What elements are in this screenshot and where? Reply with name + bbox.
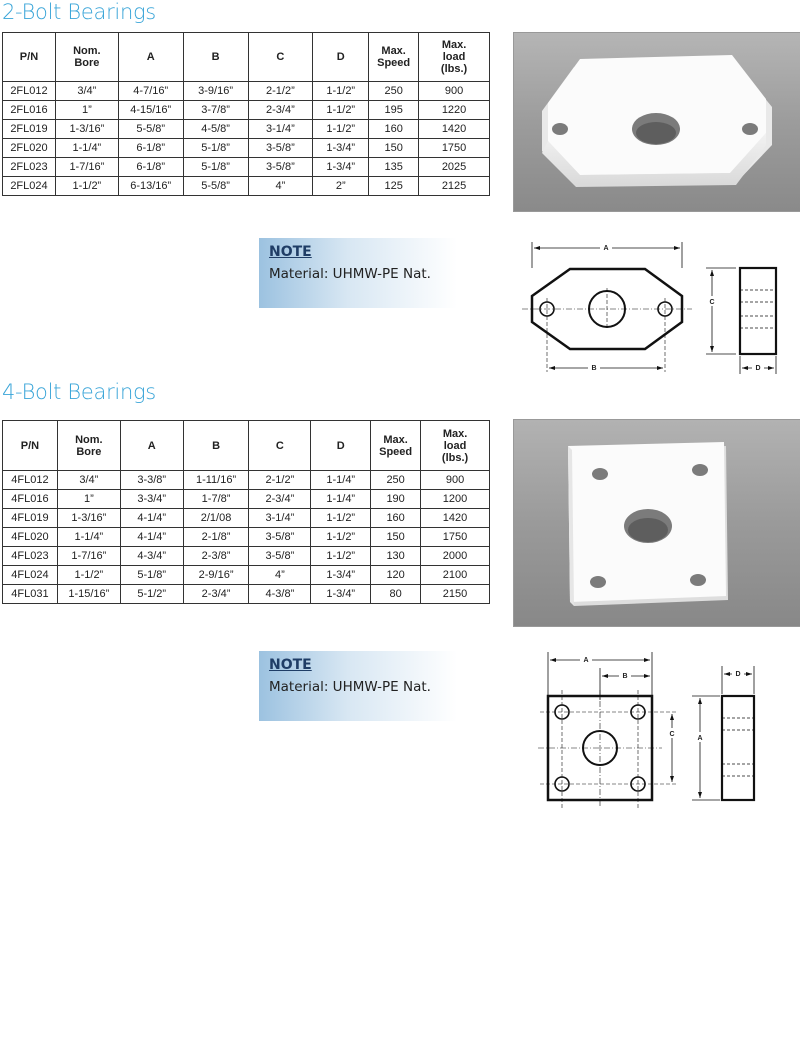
table-cell: 5-1/2” bbox=[120, 585, 183, 604]
table-row bbox=[3, 177, 490, 196]
table-row bbox=[3, 509, 490, 528]
product-photo-2-bolt bbox=[513, 32, 800, 212]
table-cell: 1-1/2” bbox=[313, 120, 369, 139]
spec-table-4-bolt bbox=[2, 420, 490, 604]
table-cell: 1200 bbox=[421, 490, 490, 509]
table-cell: 4-1/4” bbox=[120, 509, 183, 528]
table-cell: 1-3/16” bbox=[57, 509, 120, 528]
table-cell: 4-1/4” bbox=[120, 528, 183, 547]
table-header-row bbox=[3, 33, 490, 82]
dimension-label-b: B bbox=[622, 673, 628, 680]
table-row bbox=[3, 158, 490, 177]
section-title-2-bolt: 2-Bolt Bearings bbox=[2, 0, 156, 24]
table-cell: 2-3/4” bbox=[183, 585, 249, 604]
table-cell: 1-3/4” bbox=[311, 585, 371, 604]
table-cell: 1-7/16” bbox=[55, 158, 118, 177]
table-cell: 2FL019 bbox=[3, 120, 56, 139]
table-cell: 6-1/8” bbox=[118, 158, 183, 177]
column-header: B bbox=[183, 421, 249, 471]
table-cell: 1-3/4” bbox=[313, 139, 369, 158]
table-cell: 1” bbox=[57, 490, 120, 509]
column-header: B bbox=[183, 33, 248, 82]
table-cell: 4-3/4” bbox=[120, 547, 183, 566]
table-cell: 2025 bbox=[419, 158, 490, 177]
table-cell: 1-1/2” bbox=[55, 177, 118, 196]
table-cell: 1420 bbox=[421, 509, 490, 528]
table-cell: 4FL031 bbox=[3, 585, 58, 604]
table-cell: 3-9/16” bbox=[183, 82, 248, 101]
table-cell: 2FL020 bbox=[3, 139, 56, 158]
column-header: D bbox=[313, 33, 369, 82]
table-cell: 4-3/8” bbox=[249, 585, 311, 604]
table-cell: 4-15/16” bbox=[118, 101, 183, 120]
dimension-label-d: D bbox=[755, 365, 761, 372]
table-cell: 1750 bbox=[419, 139, 490, 158]
table-cell: 1-1/2” bbox=[311, 509, 371, 528]
table-cell: 3-1/4” bbox=[249, 509, 311, 528]
column-header: P/N bbox=[3, 421, 58, 471]
column-header: Max. load (lbs.) bbox=[419, 33, 490, 82]
table-row bbox=[3, 528, 490, 547]
table-cell: 4FL023 bbox=[3, 547, 58, 566]
table-cell: 4” bbox=[248, 177, 313, 196]
table-cell: 2-3/4” bbox=[249, 490, 311, 509]
table-cell: 3/4” bbox=[55, 82, 118, 101]
table-cell: 135 bbox=[369, 158, 419, 177]
table-cell: 2FL023 bbox=[3, 158, 56, 177]
table-row bbox=[3, 490, 490, 509]
table-cell: 3-1/4” bbox=[248, 120, 313, 139]
note-text: Material: UHMW-PE Nat. bbox=[269, 266, 431, 282]
table-cell: 2000 bbox=[421, 547, 490, 566]
table-cell: 3-5/8” bbox=[248, 158, 313, 177]
table-cell: 2-1/2” bbox=[248, 82, 313, 101]
table-cell: 5-5/8” bbox=[118, 120, 183, 139]
table-cell: 2-1/2” bbox=[249, 471, 311, 490]
table-cell: 250 bbox=[369, 82, 419, 101]
table-cell: 1-1/2” bbox=[311, 547, 371, 566]
table-cell: 3-5/8” bbox=[248, 139, 313, 158]
table-cell: 80 bbox=[371, 585, 421, 604]
table-cell: 250 bbox=[371, 471, 421, 490]
table-cell: 1-3/16” bbox=[55, 120, 118, 139]
table-row bbox=[3, 139, 490, 158]
column-header: Max. load (lbs.) bbox=[421, 421, 490, 471]
table-row bbox=[3, 101, 490, 120]
table-cell: 3-3/8” bbox=[120, 471, 183, 490]
table-cell: 2FL012 bbox=[3, 82, 56, 101]
table-cell: 4FL016 bbox=[3, 490, 58, 509]
table-cell: 3-3/4” bbox=[120, 490, 183, 509]
column-header: Nom. Bore bbox=[55, 33, 118, 82]
table-cell: 4-5/8” bbox=[183, 120, 248, 139]
table-cell: 2-9/16” bbox=[183, 566, 249, 585]
table-cell: 160 bbox=[371, 509, 421, 528]
table-cell: 1-7/16” bbox=[57, 547, 120, 566]
table-cell: 5-1/8” bbox=[183, 158, 248, 177]
table-cell: 1220 bbox=[419, 101, 490, 120]
table-cell: 150 bbox=[371, 528, 421, 547]
table-cell: 3/4” bbox=[57, 471, 120, 490]
table-cell: 4FL024 bbox=[3, 566, 58, 585]
table-cell: 2100 bbox=[421, 566, 490, 585]
column-header: P/N bbox=[3, 33, 56, 82]
dimension-label-c: C bbox=[709, 299, 715, 306]
table-cell: 3-5/8” bbox=[249, 547, 311, 566]
note-title: NOTE bbox=[269, 244, 312, 260]
table-cell: 1-1/2” bbox=[311, 528, 371, 547]
technical-drawing-4-bolt bbox=[536, 650, 772, 821]
table-cell: 1420 bbox=[419, 120, 490, 139]
table-cell: 195 bbox=[369, 101, 419, 120]
table-cell: 2-3/4” bbox=[248, 101, 313, 120]
table-cell: 2-3/8” bbox=[183, 547, 249, 566]
column-header: Nom. Bore bbox=[57, 421, 120, 471]
technical-drawing-2-bolt bbox=[520, 238, 790, 383]
table-cell: 6-1/8” bbox=[118, 139, 183, 158]
table-cell: 1-3/4” bbox=[313, 158, 369, 177]
table-cell: 6-13/16” bbox=[118, 177, 183, 196]
table-cell: 2FL016 bbox=[3, 101, 56, 120]
table-cell: 2” bbox=[313, 177, 369, 196]
dimension-label-a-side: A bbox=[697, 735, 703, 742]
table-cell: 3-7/8” bbox=[183, 101, 248, 120]
spec-table-2-bolt bbox=[2, 32, 490, 196]
dimension-label-c: C bbox=[669, 731, 675, 738]
column-header: D bbox=[311, 421, 371, 471]
dimension-label-b: B bbox=[591, 365, 597, 372]
table-cell: 1750 bbox=[421, 528, 490, 547]
column-header: C bbox=[249, 421, 311, 471]
table-cell: 1-1/4” bbox=[57, 528, 120, 547]
column-header: Max. Speed bbox=[369, 33, 419, 82]
note-box-4-bolt bbox=[259, 651, 457, 721]
table-cell: 4-7/16” bbox=[118, 82, 183, 101]
table-cell: 5-1/8” bbox=[183, 139, 248, 158]
table-cell: 2-1/8” bbox=[183, 528, 249, 547]
table-cell: 1-1/2” bbox=[57, 566, 120, 585]
table-cell: 2150 bbox=[421, 585, 490, 604]
table-cell: 5-5/8” bbox=[183, 177, 248, 196]
table-cell: 150 bbox=[369, 139, 419, 158]
table-cell: 130 bbox=[371, 547, 421, 566]
table-cell: 4FL020 bbox=[3, 528, 58, 547]
table-row bbox=[3, 471, 490, 490]
table-cell: 1-1/4” bbox=[55, 139, 118, 158]
table-cell: 3-5/8” bbox=[249, 528, 311, 547]
table-cell: 1-3/4” bbox=[311, 566, 371, 585]
table-cell: 1” bbox=[55, 101, 118, 120]
table-cell: 900 bbox=[419, 82, 490, 101]
table-cell: 2125 bbox=[419, 177, 490, 196]
table-cell: 2FL024 bbox=[3, 177, 56, 196]
table-cell: 4FL012 bbox=[3, 471, 58, 490]
note-box-2-bolt bbox=[259, 238, 457, 308]
table-cell: 4FL019 bbox=[3, 509, 58, 528]
dimension-label-d: D bbox=[735, 671, 741, 678]
dimension-label-a: A bbox=[603, 245, 609, 252]
table-cell: 190 bbox=[371, 490, 421, 509]
column-header: A bbox=[120, 421, 183, 471]
note-text: Material: UHMW-PE Nat. bbox=[269, 679, 431, 695]
table-header-row bbox=[3, 421, 490, 471]
table-cell: 1-7/8” bbox=[183, 490, 249, 509]
column-header: Max. Speed bbox=[371, 421, 421, 471]
table-row bbox=[3, 82, 490, 101]
column-header: C bbox=[248, 33, 313, 82]
section-title-4-bolt: 4-Bolt Bearings bbox=[2, 380, 156, 404]
dimension-label-a: A bbox=[583, 657, 589, 664]
table-cell: 120 bbox=[371, 566, 421, 585]
table-cell: 900 bbox=[421, 471, 490, 490]
product-photo-4-bolt bbox=[513, 419, 800, 627]
table-row bbox=[3, 566, 490, 585]
table-row bbox=[3, 547, 490, 566]
table-row bbox=[3, 585, 490, 604]
table-cell: 1-1/4” bbox=[311, 471, 371, 490]
table-cell: 1-1/4” bbox=[311, 490, 371, 509]
table-cell: 4” bbox=[249, 566, 311, 585]
table-cell: 1-1/2” bbox=[313, 82, 369, 101]
table-cell: 1-15/16” bbox=[57, 585, 120, 604]
table-cell: 5-1/8” bbox=[120, 566, 183, 585]
column-header: A bbox=[118, 33, 183, 82]
table-cell: 2/1/08 bbox=[183, 509, 249, 528]
table-cell: 125 bbox=[369, 177, 419, 196]
table-cell: 1-1/2” bbox=[313, 101, 369, 120]
table-cell: 160 bbox=[369, 120, 419, 139]
note-title: NOTE bbox=[269, 657, 312, 673]
table-cell: 1-11/16” bbox=[183, 471, 249, 490]
table-row bbox=[3, 120, 490, 139]
